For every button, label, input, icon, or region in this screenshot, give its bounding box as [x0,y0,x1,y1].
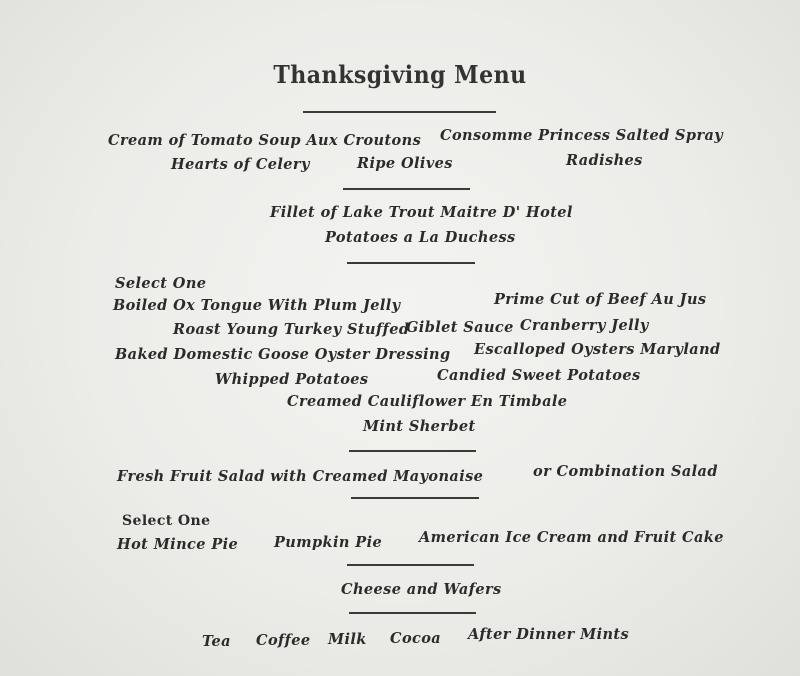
fish-course: Fillet of Lake Trout Maitre D' Hotel [270,204,573,221]
relish-olives: Ripe Olives [357,155,453,172]
cheese-wafers: Cheese and Wafers [341,581,502,598]
entree-giblet-sauce: Giblet Sauce [406,319,514,336]
side-cauliflower: Creamed Cauliflower En Timbale [287,393,568,410]
dessert-mince-pie: Hot Mince Pie [117,536,239,553]
dessert-pumpkin-pie: Pumpkin Pie [274,534,383,551]
drink-cocoa: Cocoa [390,630,442,647]
side-sweet-potatoes: Candied Sweet Potatoes [437,367,641,384]
relish-radishes: Radishes [566,152,643,169]
side-mint-sherbet: Mint Sherbet [363,418,476,435]
after-dinner-mints: After Dinner Mints [468,626,630,643]
drink-tea: Tea [202,633,231,650]
divider-3 [349,450,476,452]
drink-coffee: Coffee [256,632,311,649]
entree-ox-tongue: Boiled Ox Tongue With Plum Jelly [113,297,401,314]
potato-duchess: Potatoes a La Duchess [325,229,516,246]
salad-combination: or Combination Salad [533,463,718,480]
side-whipped-potatoes: Whipped Potatoes [215,371,369,388]
relish-celery: Hearts of Celery [171,156,310,173]
entree-oysters: Escalloped Oysters Maryland [474,341,721,358]
drink-milk: Milk [328,631,367,648]
soup-tomato: Cream of Tomato Soup Aux Croutons [108,132,422,149]
dessert-ice-cream: American Ice Cream and Fruit Cake [419,529,724,546]
entree-turkey: Roast Young Turkey Stuffed [173,321,410,338]
select-one-main: Select One [115,275,207,292]
title-divider [303,111,496,113]
divider-1 [343,188,470,190]
divider-2 [347,262,475,264]
divider-6 [349,612,476,614]
menu-title: Thanksgiving Menu [273,60,527,89]
salad-fruit: Fresh Fruit Salad with Creamed Mayonaise [117,468,484,485]
divider-5 [347,564,474,566]
select-one-dessert: Select One [122,513,211,529]
entree-cranberry: Cranberry Jelly [520,317,649,334]
entree-beef: Prime Cut of Beef Au Jus [494,291,707,308]
soup-consomme: Consomme Princess Salted Spray [440,127,724,144]
entree-goose: Baked Domestic Goose Oyster Dressing [115,346,451,363]
divider-4 [351,497,479,499]
